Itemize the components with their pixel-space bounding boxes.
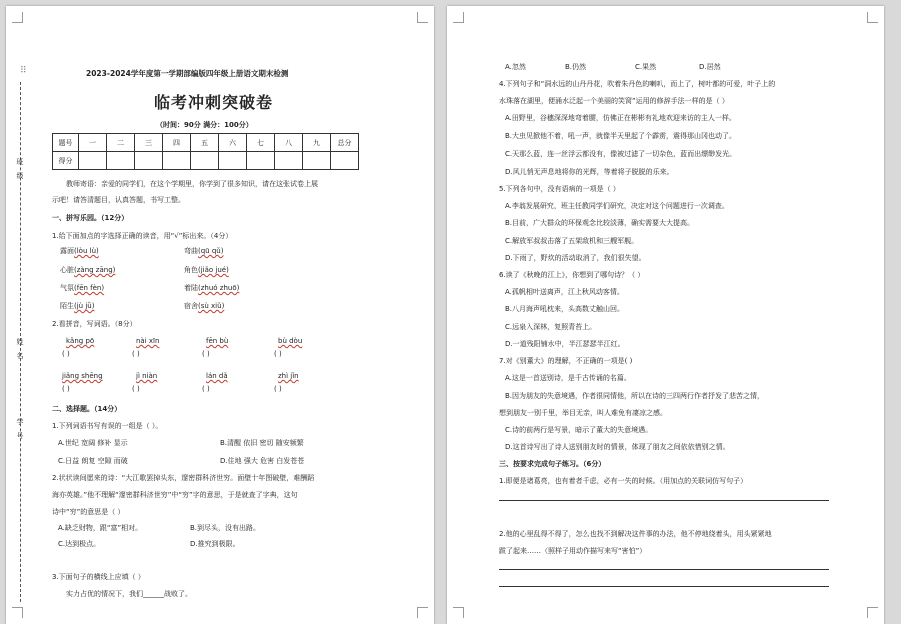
crop-mark: [867, 12, 878, 23]
q1-word: 心脏: [60, 266, 74, 274]
q1-pinyin[interactable]: (zàng zāng): [74, 266, 116, 274]
q1-pinyin[interactable]: (qū qǔ): [198, 247, 224, 255]
q5-option-a[interactable]: A.李翁发展研究，班主任教同学们研究，决定对这个问题进行一次调查。: [505, 202, 729, 210]
side-label-name-2: 名: [16, 352, 24, 360]
q1-pinyin[interactable]: (sù xiǔ): [198, 302, 225, 310]
teacher-note-line2: 示吧！请答清题目，认真答题，书写工整。: [52, 196, 185, 204]
q4-option-b[interactable]: B.到尽头，没有出路。: [190, 524, 261, 532]
q5-option-c[interactable]: C.解放军叔叔击落了五架敌机和三艘军舰。: [505, 237, 639, 245]
q1-item: [184, 284, 239, 293]
crop-mark: [867, 607, 878, 618]
q6-title: 6.读了《秋晚的江上》，你想到了哪句诗？（ ）: [499, 271, 645, 279]
crop-mark: [453, 607, 464, 618]
q7-title: 7.对《别董大》的理解，不正确的一项是( ): [499, 357, 633, 365]
q5-sentence[interactable]: 实力占优的情况下，我们______战败了。: [66, 590, 192, 598]
q3-option-b[interactable]: B.清醒 依旧 密切 随安频繁: [220, 439, 304, 447]
sentence-2-line2: 跋了起来……（照样子用动作描写来写“害怕”）: [499, 547, 647, 555]
q4-option-d[interactable]: D.风儿悄无声息地将你的光辉，等着将子脱脱的乐来。: [505, 168, 674, 176]
score-cell[interactable]: [163, 152, 191, 170]
score-table-score-row: [53, 152, 359, 170]
crop-mark: [417, 12, 428, 23]
q3-prompt: 1.下列词语书写有误的一组是（ ）。: [52, 422, 163, 430]
score-table: [52, 133, 359, 170]
q4-text-line3: 诗中“穷”的意思是（ ）: [52, 508, 125, 516]
crop-mark: [12, 607, 23, 618]
q3-option-a[interactable]: A.世纪 宽阔 修补 显示: [58, 439, 128, 447]
q1-word: 露面: [60, 247, 74, 255]
q5-prompt: 3.下面句子的横线上应填（ ）: [52, 573, 145, 581]
q1-word: 宿舍: [184, 302, 198, 310]
q1-word: 角色: [184, 266, 198, 274]
q4-option-d[interactable]: D.推究到极限。: [190, 540, 240, 548]
q4-text-line2: 海亦英雄。”他不理解“邃密群科济世穷”中“穷”字的意思，于是就查了字典，这句: [52, 491, 298, 499]
score-table-header-row: [53, 134, 359, 152]
q2-pinyin: kǎng pō: [66, 337, 95, 345]
answer-blank[interactable]: ( ): [202, 385, 210, 393]
page-left: [6, 6, 434, 624]
section-1-title: 一、拼写乐园。（12分）: [52, 214, 129, 222]
q1-word: 气氛: [60, 284, 74, 292]
q4-text-line1: 2.状状读间愿来的诗：“大江歌罢掉头东，邃密群科济世穷。面壁十年图破壁，难酬蹈: [52, 474, 315, 482]
q6-option-d[interactable]: D.一道残阳铺水中，半江瑟瑟半江红。: [505, 340, 625, 348]
answer-blank[interactable]: ( ): [62, 385, 70, 393]
q7-option-b-cont: 想到朋友一别千里，举目无亲，叫人难免有凄凉之感。: [499, 409, 667, 417]
q6-option-b[interactable]: B.八月海声吼枕来，头高数丈触山回。: [505, 305, 625, 313]
q4-option-c[interactable]: C.天那么蓝，连一丝浮云都没有，像被过滤了一切杂色，蓝而出缥缈发光。: [505, 150, 737, 158]
page-right: [447, 6, 884, 624]
q2-pinyin: fēn bù: [206, 337, 229, 345]
q4-option-b[interactable]: B.大虫见掀他不着，吼一声，就像半天里起了个霹雳，震得那山冈也动了。: [505, 132, 737, 140]
answer-blank[interactable]: ( ): [202, 350, 210, 358]
teacher-note-line1: 教师寄语：亲爱的同学们，在这个学期里，你学到了很多知识，请在这张试卷上展: [66, 180, 318, 188]
table-cell: 七: [247, 134, 275, 152]
q2-pinyin: lán dǎ: [206, 372, 228, 380]
side-label-id-2: 号: [16, 432, 24, 440]
sentence-2-line1: 2.他的心里乱得不得了，怎么也找不到解决这件事的办法，他不停地绕着头，用头紧紧地: [499, 530, 772, 538]
q2-pinyin: bù dòu: [278, 337, 303, 345]
q4-option-a[interactable]: A.田野里，谷穗深深地弯着腰，仿佛正在彬彬有礼地欢迎来访的主人一样。: [505, 114, 736, 122]
score-cell[interactable]: [247, 152, 275, 170]
table-cell: 六: [219, 134, 247, 152]
q4-option-a[interactable]: A.缺乏财物，跟“富”相对。: [58, 524, 143, 532]
q1-word: 着陆: [184, 284, 198, 292]
q4-text-line1: 4.下列句子和“洞水远的山丹丹花，吹着朱丹色的喇叭，而上了，树叶都的可爱，叶子上的: [499, 80, 776, 88]
q5-title: 5.下列各句中，没有语病的一项是（ ）: [499, 185, 620, 193]
table-cell: 得分: [53, 152, 79, 170]
q1-item: [60, 247, 99, 256]
q2-pinyin: nài xīn: [136, 337, 160, 345]
q1-word: 弯曲: [184, 247, 198, 255]
table-cell: 二: [107, 134, 135, 152]
table-cell: 五: [191, 134, 219, 152]
q3-option-a[interactable]: A.忽然: [505, 63, 526, 71]
answer-line[interactable]: [499, 586, 829, 587]
q1-item: [184, 247, 223, 256]
drag-handle-icon[interactable]: ⠿: [20, 66, 28, 76]
time-info: （时间：90分 满分：100分）: [156, 121, 253, 129]
q4-text-line2: 水珠落在湖里，便涌水泛起一个美丽的笑窝”运用的修辞手法一样的是（ ）: [499, 97, 729, 105]
score-cell[interactable]: [219, 152, 247, 170]
crop-mark: [12, 12, 23, 23]
table-cell: 九: [303, 134, 331, 152]
side-label-name-1: 姓: [16, 338, 24, 346]
score-cell[interactable]: [135, 152, 163, 170]
exam-header: 2023-2024学年度第一学期部编版四年级上册语文期末检测: [86, 69, 289, 78]
q1-pinyin[interactable]: (zhuó zhuō): [198, 284, 240, 292]
q7-option-b[interactable]: B.因为朋友的失意境遇，作者很同情他，所以在诗的三四两行作者抒发了悲苦之情，: [505, 392, 765, 400]
q5-option-d[interactable]: D.下雨了，野炊的活动取消了，我们很失望。: [505, 254, 646, 262]
q5-option-b[interactable]: B.目前，广大群众的环保观念比较淡薄，确实需要大大提高。: [505, 219, 695, 227]
side-label-class-1: 班: [16, 158, 24, 166]
side-label-class-2: 级: [16, 172, 24, 180]
answer-blank[interactable]: ( ): [62, 350, 70, 358]
table-cell: 三: [135, 134, 163, 152]
sentence-1-prompt: 1.即便是诸葛亮，也有着者千虑，必有一失的时候。（用加点的关联词仿写句子）: [499, 477, 748, 485]
table-cell: 四: [163, 134, 191, 152]
section-2-title: 二、选择题。（14分）: [52, 405, 122, 413]
q1-word: 陌生: [60, 302, 74, 310]
q1-item: [184, 266, 229, 275]
q2-prompt: 2.看拼音，写词语。（8分）: [52, 320, 137, 328]
q1-item: [60, 284, 104, 293]
score-cell[interactable]: [331, 152, 359, 170]
crop-mark: [417, 607, 428, 618]
q4-option-c[interactable]: C.达到极点。: [58, 540, 101, 548]
q1-pinyin[interactable]: (jiǎo jué): [198, 266, 229, 274]
table-cell: 八: [275, 134, 303, 152]
answer-blank[interactable]: ( ): [132, 385, 140, 393]
q2-pinyin: jiǎng shēng: [62, 372, 103, 380]
q6-option-a[interactable]: A.孤帆相叶送离声，江上秋风动客情。: [505, 288, 624, 296]
q3-option-d[interactable]: D.住地 强大 危害 白发苍苍: [220, 457, 305, 465]
q7-option-c[interactable]: C.诗的前两行是写景，暗示了董大的失意境遇。: [505, 426, 653, 434]
table-cell: 题号: [53, 134, 79, 152]
q2-pinyin: zhì jǐn: [278, 372, 299, 380]
answer-line[interactable]: [499, 569, 829, 570]
q3-option-d[interactable]: D.居然: [699, 63, 721, 71]
q7-option-d[interactable]: D.这首诗写出了诗人送别朋友时的情景，体现了朋友之间依依惜别之情。: [505, 443, 730, 451]
answer-line[interactable]: [499, 500, 829, 501]
table-cell: 一: [79, 134, 107, 152]
table-cell: 总分: [331, 134, 359, 152]
q2-pinyin: jì niàn: [136, 372, 158, 380]
q1-pinyin[interactable]: (fēn fèn): [74, 284, 105, 292]
score-cell[interactable]: [79, 152, 107, 170]
side-label-id-1: 学: [16, 418, 24, 426]
page-title: 临考冲刺突破卷: [154, 93, 274, 112]
score-cell[interactable]: [275, 152, 303, 170]
q6-option-c[interactable]: C.远泉入深林，复照青苔上。: [505, 323, 597, 331]
answer-blank[interactable]: ( ): [274, 385, 282, 393]
answer-blank[interactable]: ( ): [132, 350, 140, 358]
score-cell[interactable]: [303, 152, 331, 170]
q1-item: [60, 302, 94, 311]
q1-item: [184, 302, 224, 311]
score-cell[interactable]: [107, 152, 135, 170]
q3-option-c[interactable]: C.日益 朗复 空隙 而破: [58, 457, 128, 465]
q1-prompt: 1.给下面加点的字选择正确的读音，用“√”标出来。（4分）: [52, 232, 233, 240]
answer-blank[interactable]: ( ): [274, 350, 282, 358]
crop-mark: [453, 12, 464, 23]
q3-option-c[interactable]: C.果然: [635, 63, 657, 71]
score-cell[interactable]: [191, 152, 219, 170]
q1-pinyin[interactable]: (lòu lù): [74, 247, 99, 255]
q1-item: [60, 266, 115, 275]
q1-pinyin[interactable]: (jù jǜ): [74, 302, 95, 310]
section-3-title: 三、按要求完成句子练习。（6分）: [499, 460, 606, 468]
q3-option-b[interactable]: B.仍然: [565, 63, 587, 71]
q7-option-a[interactable]: A.这是一首送别诗，是千古传诵的名篇。: [505, 374, 631, 382]
